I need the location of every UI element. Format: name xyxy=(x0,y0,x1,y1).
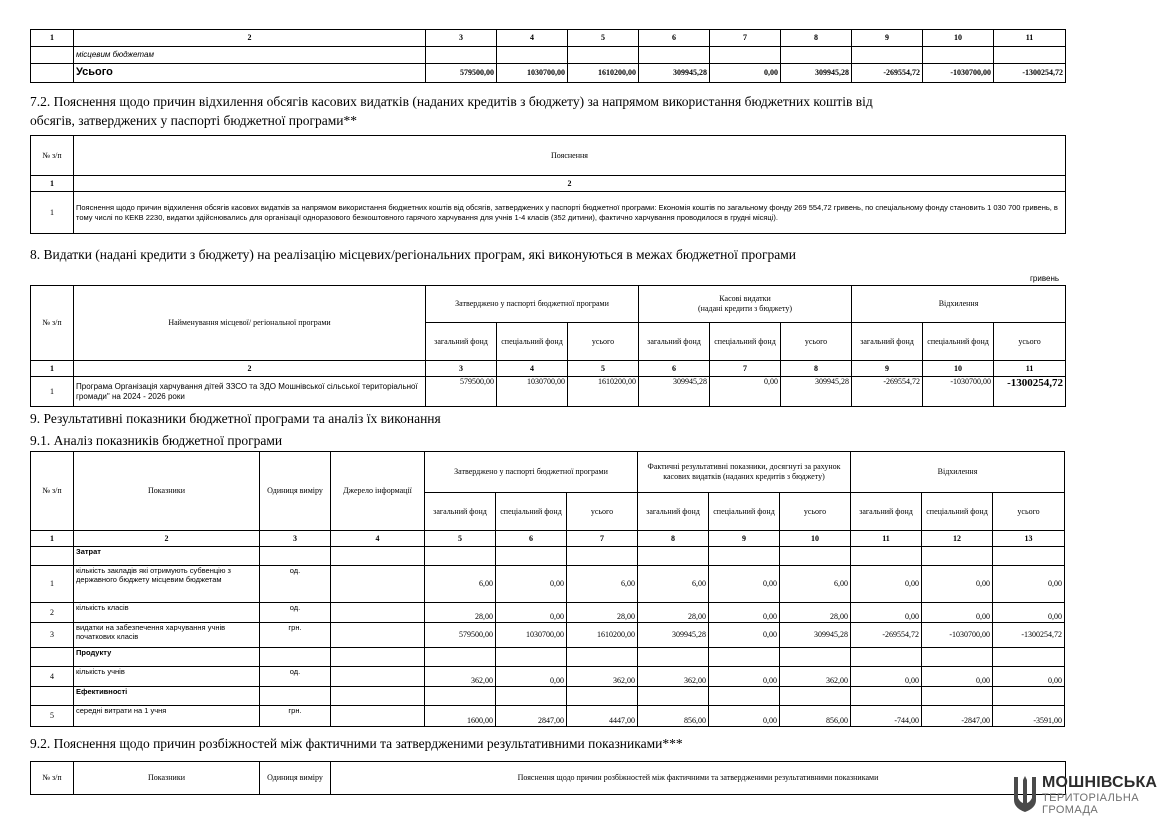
approved-group-header: Затверджено у паспорті бюджетної програми xyxy=(425,452,638,493)
total-header: усього xyxy=(781,323,852,361)
col-num: 3 xyxy=(426,361,497,377)
indicator-name: кількість класів xyxy=(74,603,260,623)
value-cell: 0,00 xyxy=(496,566,567,603)
total-row xyxy=(31,64,1066,83)
category-row xyxy=(31,648,1065,667)
value-cell: -1300254,72 xyxy=(993,623,1065,648)
value-cell: 1610200,00 xyxy=(567,623,638,648)
indicator-name: видатки на забезпечення харчування учнів початкових класів xyxy=(74,623,260,648)
value-cell: 1610200,00 xyxy=(568,64,639,83)
value-cell: 0,00 xyxy=(851,566,922,603)
value-cell: 0,00 xyxy=(709,706,780,727)
value-cell: 309945,28 xyxy=(639,64,710,83)
col-num: 10 xyxy=(923,361,994,377)
value-cell: 0,00 xyxy=(709,623,780,648)
col-num: 6 xyxy=(639,361,710,377)
total-header: усього xyxy=(994,323,1066,361)
value-cell: 0,00 xyxy=(710,64,781,83)
programs-table xyxy=(30,285,1066,407)
trident-icon xyxy=(1012,774,1038,814)
col-num: 5 xyxy=(425,531,496,547)
col-num: 9 xyxy=(852,361,923,377)
cash-group-header: Касові видатки (надані кредити з бюджету) xyxy=(639,286,852,323)
value-cell: 0,00 xyxy=(993,566,1065,603)
total-header: усього xyxy=(568,323,639,361)
col-num: 1 xyxy=(31,30,74,47)
value-cell: 0,00 xyxy=(709,667,780,687)
value-cell: -3591,00 xyxy=(993,706,1065,727)
col-num: 8 xyxy=(781,30,852,47)
col-num: 6 xyxy=(639,30,710,47)
value-cell: 28,00 xyxy=(425,603,496,623)
explanation-text: Пояснення щодо причин відхилення обсягів касових видатків за напрямом використання бюджетних коштів від обсягів, затверджених у паспорті бюджетної програми: Економія коштів по загальному фонду 269 554,72 гривень, по спеціальному фонду становить 1 030 700 гривень, в тому числі по КЕКВ 2230, видатки здійснювались для організації одноразового безкоштовного гарячого харчування для учнів 1-4 класів (352 дитини), фактично харчування проводилося в грудні місяці). xyxy=(74,192,1066,234)
value-cell: 0,00 xyxy=(709,566,780,603)
column-numbers-row xyxy=(31,30,1066,47)
value-cell: 309945,28 xyxy=(780,623,851,648)
value-cell: 1030700,00 xyxy=(497,377,568,407)
col-num: 7 xyxy=(710,30,781,47)
value-cell: 362,00 xyxy=(638,667,709,687)
column-numbers-row xyxy=(31,361,1066,377)
currency-label: гривень xyxy=(1030,274,1060,283)
table-row xyxy=(31,667,1065,687)
col-num: 2 xyxy=(74,361,426,377)
explanation-table xyxy=(30,135,1066,234)
col-num: 3 xyxy=(260,531,331,547)
total-header: усього xyxy=(993,493,1065,531)
row-num: 1 xyxy=(31,377,74,407)
unit-cell: грн. xyxy=(260,706,331,727)
table-row xyxy=(31,603,1065,623)
section-9-title: 9. Результативні показники бюджетної програми та аналіз їх виконання xyxy=(30,411,441,426)
value-cell: 6,00 xyxy=(780,566,851,603)
header-row xyxy=(31,762,1066,795)
logo-name: МОШНІВСЬКА xyxy=(1042,774,1158,791)
header-row xyxy=(31,452,1065,493)
col-num: 9 xyxy=(709,531,780,547)
col-num: 2 xyxy=(74,30,426,47)
col-num: 4 xyxy=(497,30,568,47)
row-num: 1 xyxy=(31,192,74,234)
total-header: усього xyxy=(780,493,851,531)
value-cell: -1030700,00 xyxy=(923,64,994,83)
table-row xyxy=(31,192,1066,234)
num-header: № з/п xyxy=(31,452,74,531)
general-fund-header: загальний фонд xyxy=(851,493,922,531)
value-cell: -2847,00 xyxy=(922,706,993,727)
unit-header: Одиниця виміру xyxy=(260,452,331,531)
row-num: 3 xyxy=(31,623,74,648)
explanation-header: Пояснення xyxy=(74,136,1066,176)
table-row xyxy=(31,47,1066,64)
col-num: 6 xyxy=(496,531,567,547)
special-fund-header: спеціальний фонд xyxy=(923,323,994,361)
program-name: Програма Організація харчування дітей ЗЗСО та ЗДО Мошнівської сільської територіальної громади" на 2024 - 2026 роки xyxy=(74,377,426,407)
value-cell: 0,00 xyxy=(496,667,567,687)
col-num: 4 xyxy=(497,361,568,377)
indicator-name: кількість закладів які отримують субвенцію з державного бюджету місцевим бюджетам xyxy=(74,566,260,603)
num-header: № з/п xyxy=(31,286,74,361)
col-num: 1 xyxy=(31,361,74,377)
col-num: 10 xyxy=(780,531,851,547)
value-cell: -1300254,72 xyxy=(994,64,1066,83)
special-fund-header: спеціальний фонд xyxy=(497,323,568,361)
value-cell: 0,00 xyxy=(851,667,922,687)
table-row xyxy=(31,377,1066,407)
value-cell: -269554,72 xyxy=(852,64,923,83)
value-cell: 0,00 xyxy=(993,667,1065,687)
special-fund-header: спеціальний фонд xyxy=(922,493,993,531)
value-cell: 0,00 xyxy=(851,603,922,623)
value-cell: 28,00 xyxy=(780,603,851,623)
unit-cell: од. xyxy=(260,667,331,687)
indicator-header: Показники xyxy=(74,762,260,795)
total-header: усього xyxy=(567,493,638,531)
value-cell: 28,00 xyxy=(638,603,709,623)
value-cell: 2847,00 xyxy=(496,706,567,727)
section-7-2-title-line1: 7.2. Пояснення щодо причин відхилення обсягів касових видатків (наданих кредитів з бюджету) за напрямом використання бюджетних коштів від xyxy=(30,94,873,109)
community-logo xyxy=(1012,772,1162,820)
column-numbers-row xyxy=(31,176,1066,192)
value-cell: 362,00 xyxy=(567,667,638,687)
col-num: 5 xyxy=(568,30,639,47)
col-num: 10 xyxy=(923,30,994,47)
deviation-group-header: Відхилення xyxy=(852,286,1066,323)
explanation-header: Пояснення щодо причин розбіжностей між фактичними та затвердженими результативними показниками xyxy=(331,762,1066,795)
indicators-table xyxy=(30,451,1065,727)
col-num: 11 xyxy=(851,531,922,547)
value-cell: 6,00 xyxy=(567,566,638,603)
category-label: Ефективності xyxy=(74,687,260,706)
general-fund-header: загальний фонд xyxy=(425,493,496,531)
value-cell: 0,00 xyxy=(922,566,993,603)
table-row xyxy=(31,706,1065,727)
value-cell: 856,00 xyxy=(638,706,709,727)
general-fund-header: загальний фонд xyxy=(426,323,497,361)
value-cell: 4447,00 xyxy=(567,706,638,727)
value-cell: 0,00 xyxy=(496,603,567,623)
value-cell: -1030700,00 xyxy=(922,623,993,648)
unit-cell: грн. xyxy=(260,623,331,648)
num-header: № з/п xyxy=(31,136,74,176)
table-row xyxy=(31,623,1065,648)
value-cell: 856,00 xyxy=(780,706,851,727)
value-cell: -744,00 xyxy=(851,706,922,727)
logo-subtitle: ТЕРИТОРІАЛЬНА xyxy=(1042,792,1139,804)
special-fund-header: спеціальний фонд xyxy=(496,493,567,531)
general-fund-header: загальний фонд xyxy=(639,323,710,361)
col-num: 13 xyxy=(993,531,1065,547)
value-cell: -1300254,72 xyxy=(994,377,1066,407)
value-cell: 0,00 xyxy=(922,603,993,623)
table-row xyxy=(31,566,1065,603)
col-num: 11 xyxy=(994,30,1066,47)
section-8-title: 8. Видатки (надані кредити з бюджету) на реалізацію місцевих/регіональних програм, які виконуються в межах бюджетної програми xyxy=(30,247,797,262)
category-label: Продукту xyxy=(74,648,260,667)
col-num: 11 xyxy=(994,361,1066,377)
value-cell: 309945,28 xyxy=(639,377,710,407)
col-num: 7 xyxy=(567,531,638,547)
value-cell: 362,00 xyxy=(425,667,496,687)
section-7-2-title-line2: обсягів, затверджених у паспорті бюджетної програми** xyxy=(30,113,358,128)
value-cell: 1030700,00 xyxy=(497,64,568,83)
col-num: 2 xyxy=(74,176,1066,192)
col-num: 1 xyxy=(31,176,74,192)
general-fund-header: загальний фонд xyxy=(852,323,923,361)
col-num: 8 xyxy=(638,531,709,547)
col-num: 4 xyxy=(331,531,425,547)
value-cell: 579500,00 xyxy=(426,377,497,407)
discrepancy-table xyxy=(30,761,1066,795)
unit-header: Одиниця виміру xyxy=(260,762,331,795)
logo-subtitle: ГРОМАДА xyxy=(1042,804,1099,816)
row-num: 1 xyxy=(31,566,74,603)
value-cell: 309945,28 xyxy=(781,377,852,407)
value-cell: 309945,28 xyxy=(781,64,852,83)
col-num: 1 xyxy=(31,531,74,547)
row-num: 2 xyxy=(31,603,74,623)
value-cell: 0,00 xyxy=(993,603,1065,623)
col-num: 3 xyxy=(426,30,497,47)
summary-table xyxy=(30,29,1066,83)
value-cell: 579500,00 xyxy=(425,623,496,648)
approved-group-header: Затверджено у паспорті бюджетної програми xyxy=(426,286,639,323)
value-cell: 0,00 xyxy=(922,667,993,687)
value-cell: 1600,00 xyxy=(425,706,496,727)
value-cell: 309945,28 xyxy=(638,623,709,648)
unit-cell: од. xyxy=(260,603,331,623)
category-label: Затрат xyxy=(74,547,260,566)
program-name-header: Найменування місцевої/ регіональної програми xyxy=(74,286,426,361)
section-9-1-title: 9.1. Аналіз показників бюджетної програми xyxy=(30,433,283,448)
indicator-header: Показники xyxy=(74,452,260,531)
section-9-2-title: 9.2. Пояснення щодо причин розбіжностей між фактичними та затвердженими результативними показниками*** xyxy=(30,736,683,751)
row-num: 5 xyxy=(31,706,74,727)
value-cell: 579500,00 xyxy=(426,64,497,83)
col-num: 7 xyxy=(710,361,781,377)
indicator-name: кількість учнів xyxy=(74,667,260,687)
value-cell: 6,00 xyxy=(425,566,496,603)
num-header: № з/п xyxy=(31,762,74,795)
special-fund-header: спеціальний фонд xyxy=(710,323,781,361)
category-row xyxy=(31,687,1065,706)
column-numbers-row xyxy=(31,531,1065,547)
source-header: Джерело інформації xyxy=(331,452,425,531)
general-fund-header: загальний фонд xyxy=(638,493,709,531)
value-cell: 0,00 xyxy=(710,377,781,407)
total-label: Усього xyxy=(74,64,426,83)
unit-cell: од. xyxy=(260,566,331,603)
col-num: 5 xyxy=(568,361,639,377)
header-row xyxy=(31,136,1066,176)
indicator-name: середні витрати на 1 учня xyxy=(74,706,260,727)
value-cell: 362,00 xyxy=(780,667,851,687)
special-fund-header: спеціальний фонд xyxy=(709,493,780,531)
value-cell: 1610200,00 xyxy=(568,377,639,407)
col-num: 8 xyxy=(781,361,852,377)
col-num: 2 xyxy=(74,531,260,547)
value-cell: -269554,72 xyxy=(851,623,922,648)
value-cell: 28,00 xyxy=(567,603,638,623)
col-num: 9 xyxy=(852,30,923,47)
col-num: 12 xyxy=(922,531,993,547)
value-cell: 0,00 xyxy=(709,603,780,623)
header-row xyxy=(31,286,1066,323)
row-num: 4 xyxy=(31,667,74,687)
actual-group-header: Фактичні результативні показники, досягнуті за рахунок касових видатків (наданих кредитів з бюджету) xyxy=(638,452,851,493)
value-cell: 1030700,00 xyxy=(496,623,567,648)
category-row xyxy=(31,547,1065,566)
deviation-group-header: Відхилення xyxy=(851,452,1065,493)
row-label: місцевим бюджетам xyxy=(74,47,426,64)
value-cell: -269554,72 xyxy=(852,377,923,407)
value-cell: 6,00 xyxy=(638,566,709,603)
value-cell: -1030700,00 xyxy=(923,377,994,407)
